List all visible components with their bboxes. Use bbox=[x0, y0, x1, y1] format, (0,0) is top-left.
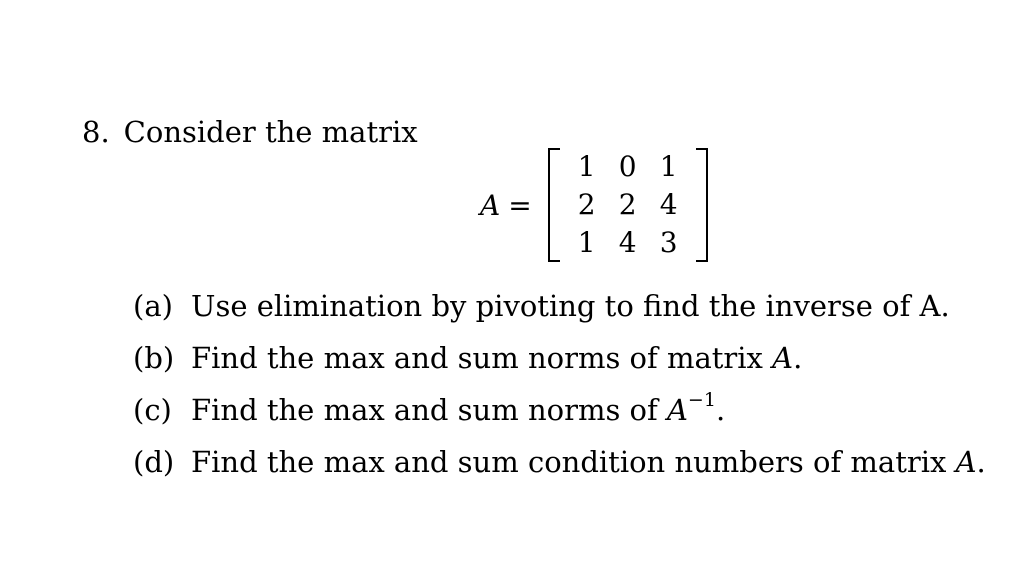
right-bracket bbox=[696, 148, 708, 262]
matrix-cell: 1 bbox=[577, 226, 596, 259]
matrix-cell: 1 bbox=[577, 150, 596, 183]
part-tail: . bbox=[793, 341, 803, 375]
part-c bbox=[133, 384, 986, 436]
matrix-cell: 3 bbox=[659, 226, 678, 259]
part-label: (d) bbox=[133, 445, 175, 479]
equals-sign: = bbox=[508, 188, 532, 222]
part-tail: . bbox=[976, 445, 986, 479]
inverse-exponent: −1 bbox=[687, 389, 716, 411]
matrix bbox=[548, 148, 708, 262]
left-bracket bbox=[548, 148, 560, 262]
part-a bbox=[133, 280, 986, 332]
matrix-cell: 4 bbox=[618, 226, 637, 259]
matrix-variable: A bbox=[480, 188, 501, 222]
matrix-equation bbox=[480, 146, 708, 264]
part-label: (a) bbox=[133, 289, 173, 323]
matrix-cell: 1 bbox=[659, 150, 678, 183]
part-label: (b) bbox=[133, 341, 175, 375]
matrix-cell: 4 bbox=[659, 188, 678, 221]
matrix-cell: 2 bbox=[618, 188, 637, 221]
problem-intro: Consider the matrix bbox=[123, 115, 418, 149]
part-tail: . bbox=[715, 393, 726, 427]
matrix-cell: 2 bbox=[577, 188, 596, 221]
part-text: Use elimination by pivoting to find the inverse of A. bbox=[191, 289, 950, 323]
matrix-cell: 0 bbox=[618, 150, 637, 183]
matrix-entries bbox=[568, 148, 688, 262]
problem-number: 8. bbox=[82, 115, 110, 149]
part-text: Find the max and sum norms of matrix bbox=[191, 341, 773, 375]
part-text: Find the max and sum norms of bbox=[191, 393, 667, 427]
part-d bbox=[133, 436, 986, 488]
part-label: (c) bbox=[133, 393, 172, 427]
part-variable: A bbox=[955, 445, 977, 479]
part-text: Find the max and sum condition numbers of matrix bbox=[191, 445, 956, 479]
part-variable: A bbox=[666, 393, 688, 427]
part-variable: A bbox=[772, 341, 794, 375]
sub-questions bbox=[133, 280, 986, 488]
part-b bbox=[133, 332, 986, 384]
problem-heading bbox=[82, 112, 418, 152]
